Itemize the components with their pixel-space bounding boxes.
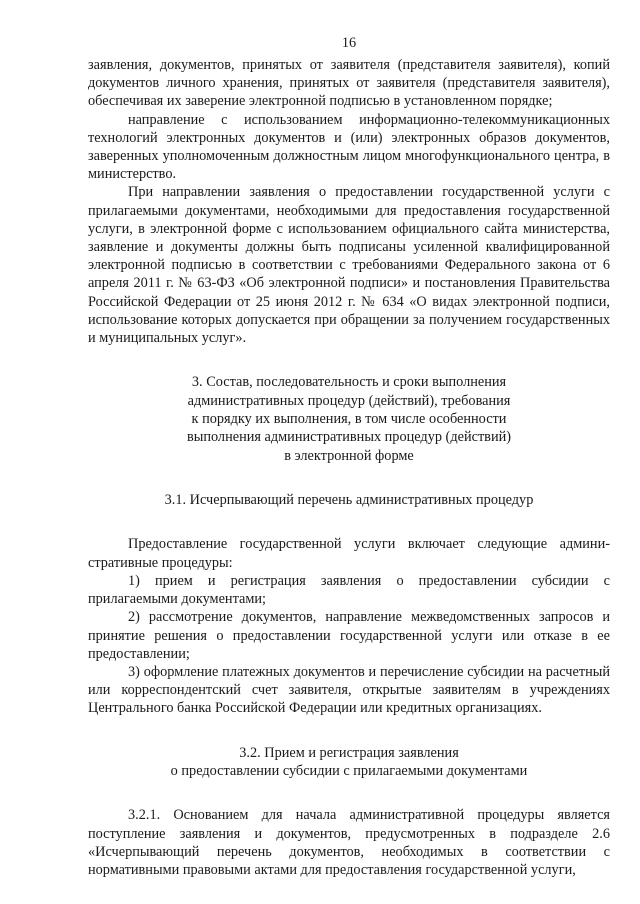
subsection-3-2-title	[88, 744, 610, 781]
list-item-procedure-2: 2) рассмотрение документов, направление межведомственных запросов и принятие решения о предоставлении государственной услуги или отказе в ее предоставлении;	[88, 609, 610, 662]
section-title-line: к порядку их выполнения, в том числе особенности	[191, 411, 507, 428]
section-title-line: административных процедур (действий), требования	[187, 392, 511, 409]
paragraph-continued: заявления, документов, принятых от заявителя (представителя заявителя), копий документов личного хранения, принятых от заявителя (представителя заявителя), обеспечивая их заверение электронной подписью в установленном порядке;	[88, 57, 610, 110]
list-item-procedure-3: 3) оформление платежных документов и перечисление субсидии на расчетный или корреспондентский счет заявителя, открытые заявителям в учреждениях Центрального банка Российской Федерации или кредитных организациях.	[88, 663, 610, 717]
page-number: 16	[341, 35, 357, 51]
section-title-line: выполнения административных процедур (действий)	[186, 429, 512, 446]
section-3-title	[88, 373, 610, 465]
subsection-title-line: о предоставлении субсидии с прилагаемыми документами	[170, 762, 528, 779]
paragraph-direction: направление с использованием информационно-телекоммуникационных технологий электронных документов и (или) электронных образов документов, заверенных уполномоченным должностным лицом многофункционального центра, в министерство.	[88, 111, 610, 183]
document-body	[88, 56, 610, 879]
section-title-line: в электронной форме	[284, 447, 414, 464]
list-item-procedure-1: 1) прием и регистрация заявления о предоставлении субсидии с прилагаемыми документами;	[88, 572, 610, 608]
paragraph-electronic-submission: При направлении заявления о предоставлении государственной услуги с прилагаемыми документами, необходимыми для предоставления государственной услуги, в электронной форме с использованием официального сайта министерства, заявление и документы должны быть подписаны усиленной квалифицированной электронной подписью в соответствии с требованиями Федерального закона от 6 апреля 2011 г. № 63-ФЗ «Об электронной подписи» и постановления Правительства Российской Федерации от 25 июня 2012 г. № 634 «О видах электронной подписи, использование которых допускается при обращении за получением государственных и муниципальных услуг».	[88, 184, 610, 347]
paragraph-procedures-intro: Предоставление государственной услуги включает следующие административные процедуры:	[88, 536, 610, 571]
section-title-line: 3. Состав, последовательность и сроки выполнения	[191, 374, 507, 391]
subsection-3-1-title: 3.1. Исчерпывающий перечень административных процедур	[164, 492, 534, 509]
paragraph-3-2-1: 3.2.1. Основанием для начала административной процедуры является поступление заявления и документов, предусмотренных в подразделе 2.6 «Исчерпывающий перечень документов, необходимых в соответствии с нормативными правовыми актами для предоставления государственной услуги,	[88, 807, 610, 878]
subsection-title-line: 3.2. Прием и регистрация заявления	[239, 744, 459, 761]
